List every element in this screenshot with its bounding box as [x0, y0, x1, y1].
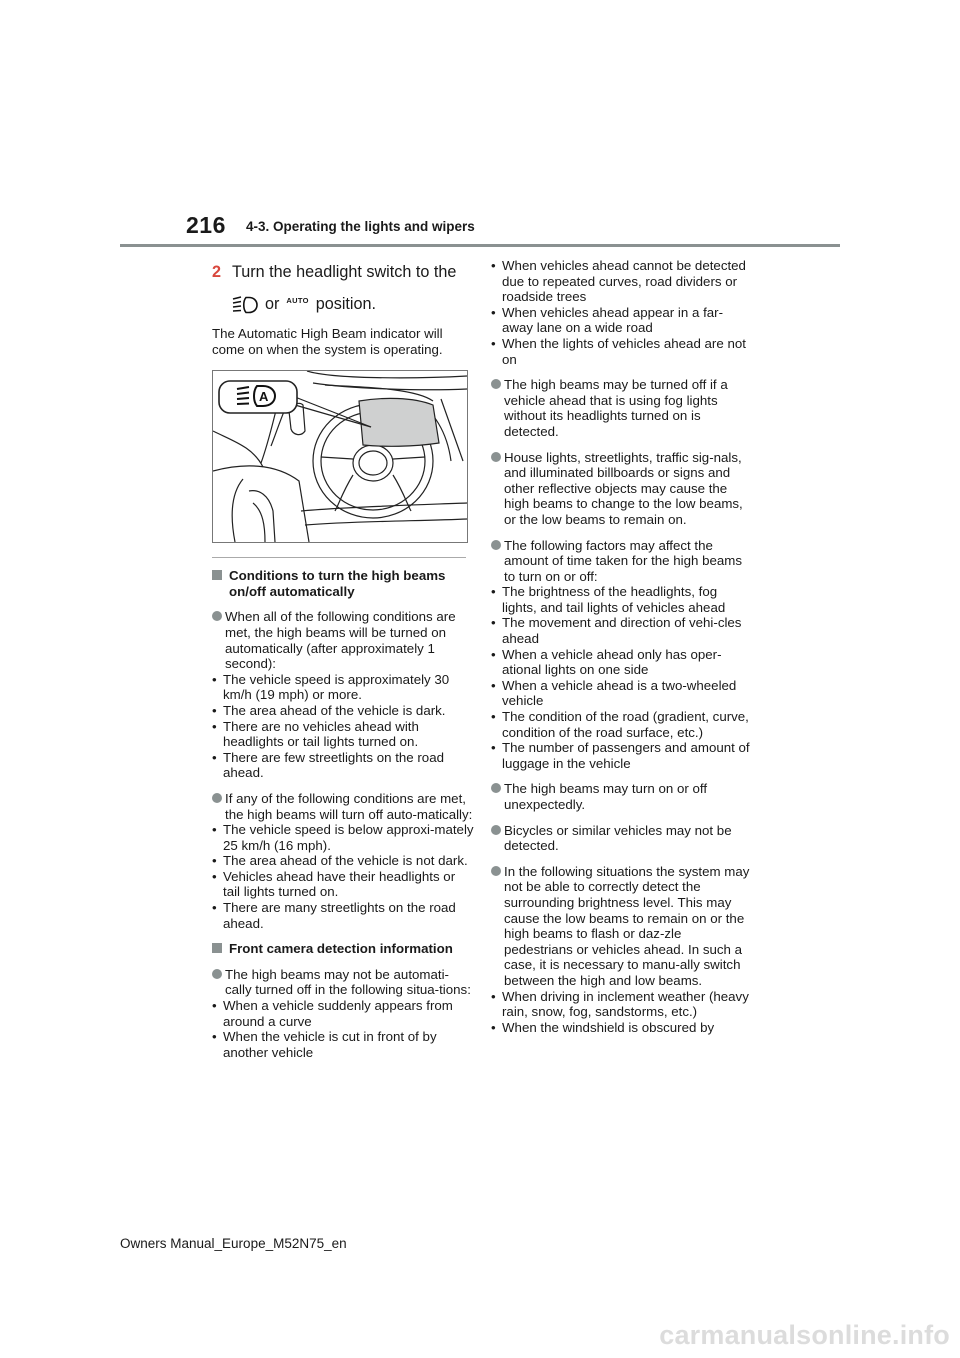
list-item: • The area ahead of the vehicle is not dark. [212, 853, 474, 869]
heading-conditions [212, 568, 474, 599]
circle-bullet-icon [212, 969, 222, 979]
list-item: • There are no vehicles ahead with headlights or tail lights turned on. [212, 719, 474, 750]
list-item: • When the lights of vehicles ahead are not on [491, 336, 753, 367]
step-number: 2 [212, 263, 222, 281]
list-item: • When a vehicle ahead only has oper-ational lights on one side [491, 647, 753, 678]
list-item: • When a vehicle suddenly appears from around a curve [212, 998, 474, 1029]
bullet-house-lights [491, 450, 753, 528]
square-bullet-icon [212, 570, 222, 580]
steering-wheel-illustration [213, 371, 467, 542]
circle-bullet-icon [491, 379, 501, 389]
circle-bullet-icon [491, 452, 501, 462]
figure-divider [212, 557, 466, 558]
or-text: or [265, 295, 280, 314]
svg-text:A: A [259, 389, 269, 405]
bullet-unexpected [491, 781, 753, 812]
bullet-text: House lights, streetlights, traffic sig-nals, and illuminated billboards or signs and other reflective objects may cause the high beams to change to the low beams, or the low beams to remain on. [504, 449, 743, 527]
sub-list [225, 822, 474, 931]
bullet-text: The high beams may turn on or off unexpectedly. [504, 781, 708, 812]
bullet-text: In the following situations the system may not be able to correctly detect the surrounding brightness level. This may cause the low beams to remain on or the high beams to flash or daz-zle pedestrians or vehicles ahead. In such a case, it is necessary to manu-ally switch between the high and low beams. [504, 863, 750, 988]
bullet-bicycles [491, 823, 753, 854]
list-item: • The area ahead of the vehicle is dark. [212, 703, 474, 719]
bullet-brightness [491, 864, 753, 1036]
list-item: • There are few streetlights on the road ahead. [212, 750, 474, 781]
bullet-text: If any of the following conditions are met, the high beams will turn off auto-matically: [225, 790, 473, 822]
sub-list [225, 998, 474, 1060]
right-column [491, 258, 753, 1035]
bullet-turn-off [212, 791, 474, 931]
sub-list [225, 672, 474, 781]
list-item: • There are many streetlights on the road ahead. [212, 900, 474, 931]
circle-bullet-icon [212, 611, 222, 621]
header-rule [120, 244, 840, 247]
bullet-text: Bicycles or similar vehicles may not be detected. [504, 822, 732, 854]
auto-icon: AUTO [286, 296, 309, 306]
circle-bullet-icon [491, 540, 501, 550]
list-item: • When vehicles ahead cannot be detected due to repeated curves, road dividers or roadside trees [491, 258, 753, 305]
heading-text: Conditions to turn the high beams on/off automatically [229, 568, 446, 599]
list-item: • When vehicles ahead appear in a far-away lane on a wide road [491, 305, 753, 336]
list-item: • The condition of the road (gradient, curve, condition of the road surface, etc.) [491, 709, 753, 740]
step-positions [232, 296, 474, 314]
step-text: Turn the headlight switch to the [232, 263, 457, 281]
circle-bullet-icon [491, 783, 501, 793]
circle-bullet-icon [212, 793, 222, 803]
heading-camera [212, 941, 474, 957]
footer-manual-id: Owners Manual_Europe_M52N75_en [120, 1236, 347, 1251]
position-text: position. [315, 295, 377, 314]
list-item: • The movement and direction of vehi-cles ahead [491, 615, 753, 646]
intro-paragraph: The Automatic High Beam indicator will come on when the system is operating. [212, 326, 443, 357]
section-title: 4-3. Operating the lights and wipers [246, 219, 475, 234]
dashboard-illustration [212, 370, 468, 543]
list-item: • The vehicle speed is below approxi-mately 25 km/h (16 mph). [212, 822, 474, 853]
square-bullet-icon [212, 943, 222, 953]
heading-text: Front camera detection information [229, 941, 453, 957]
bullet-text: The following factors may affect the amount of time taken for the high beams to turn on or off: [504, 537, 743, 584]
bullet-fog-lights [491, 377, 753, 439]
list-item: • When the windshield is obscured by [491, 1020, 753, 1036]
list-item: • When a vehicle ahead is a two-wheeled vehicle [491, 678, 753, 709]
list-item: • When the vehicle is cut in front of by another vehicle [212, 1029, 474, 1060]
list-item: • When driving in inclement weather (heavy rain, snow, fog, sandstorms, etc.) [491, 989, 753, 1020]
step-2 [212, 262, 474, 282]
circle-bullet-icon [491, 825, 501, 835]
bullet-turn-on [212, 609, 474, 781]
bullet-text: When all of the following conditions are met, the high beams will be turned on automatically (after approximately 1 second): [225, 609, 456, 672]
bullet-not-turned-off [212, 967, 474, 1061]
circle-bullet-icon [491, 866, 501, 876]
sub-list [504, 584, 753, 771]
continued-list [491, 258, 753, 367]
bullet-factors [491, 538, 753, 772]
list-item: • Vehicles ahead have their headlights or tail lights turned on. [212, 869, 474, 900]
page-number: 216 [186, 212, 226, 238]
bullet-text: The high beams may not be automati-cally turned off in the following situa-tions: [225, 966, 471, 998]
bullet-text: The high beams may be turned off if a vehicle ahead that is using fog lights without its headlights turned on is detected. [504, 377, 728, 439]
watermark: carmanualsonline.info [659, 1320, 950, 1350]
left-column [212, 258, 474, 1060]
list-item: • The number of passengers and amount of luggage in the vehicle [491, 740, 753, 771]
sub-list [504, 989, 753, 1036]
high-beam-auto-headlight-icon [232, 296, 258, 314]
list-item: • The vehicle speed is approximately 30 km/h (19 mph) or more. [212, 672, 474, 703]
list-item: • The brightness of the headlights, fog lights, and tail lights of vehicles ahead [491, 584, 753, 615]
